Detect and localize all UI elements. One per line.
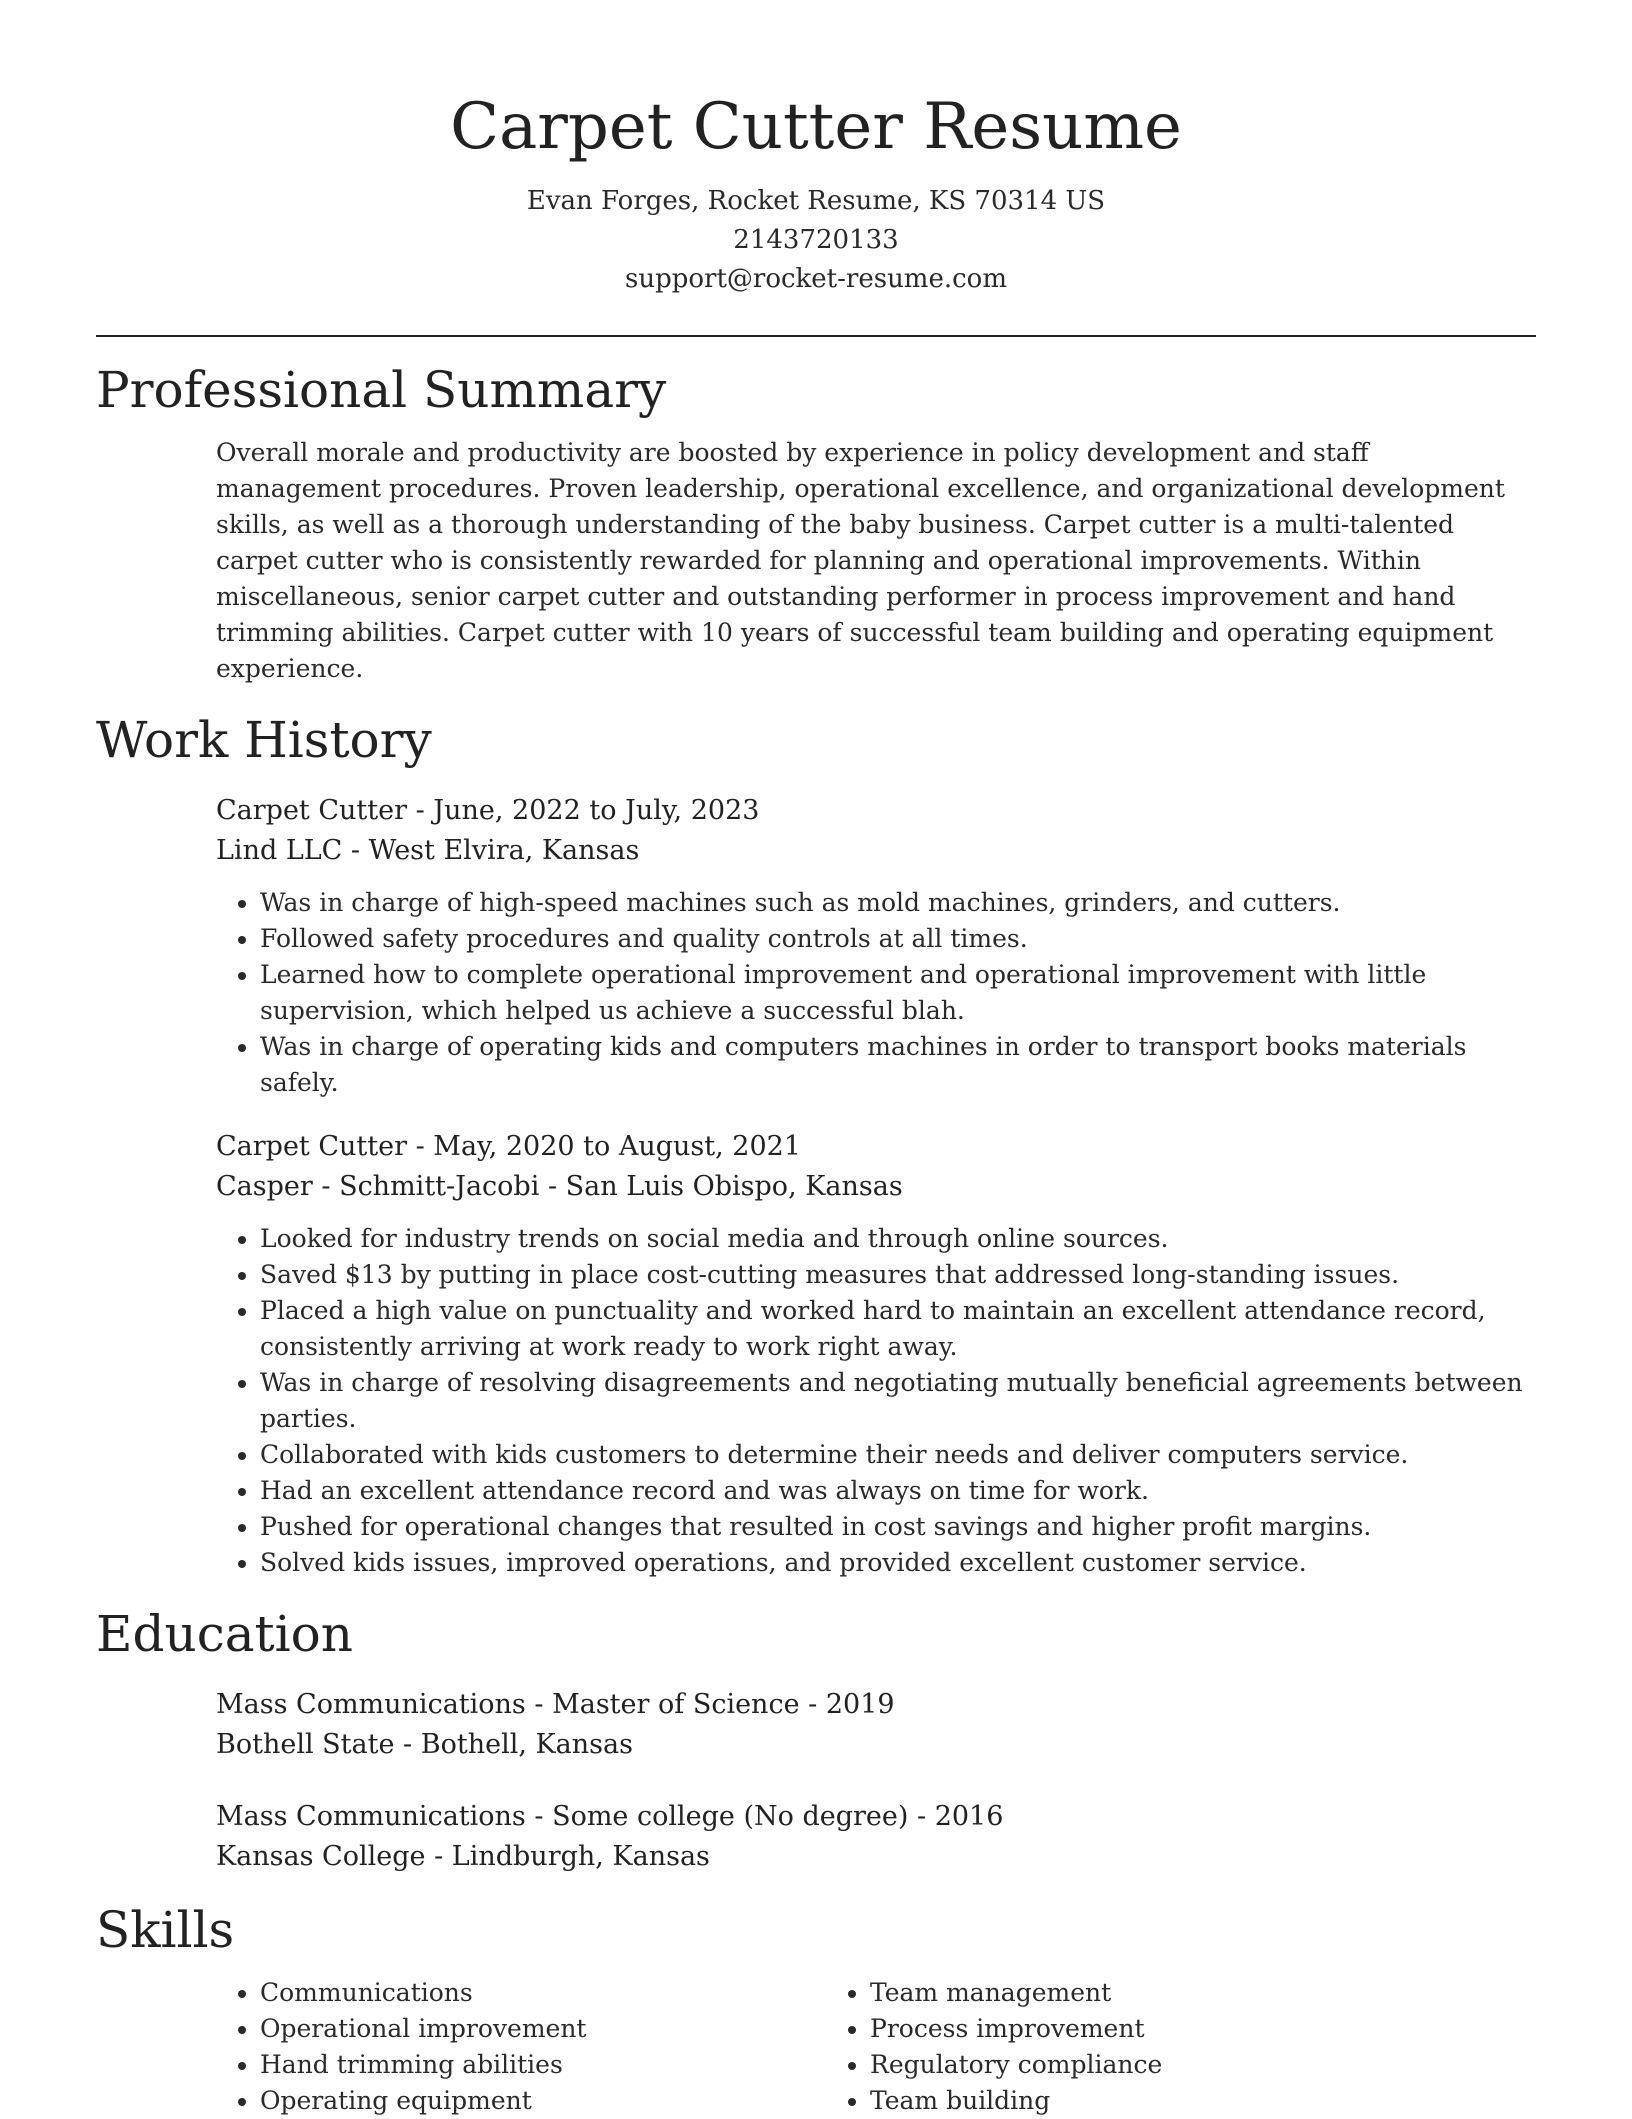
education-school-line [216,1725,1536,1765]
contact-address: Evan Forges, Rocket Resume, KS 70314 US [526,186,1106,216]
education-year: 2019 [825,1689,895,1720]
work-history-section [96,707,1536,1581]
job-location: San Luis Obispo, Kansas [565,1171,903,1202]
job-bullet: • Solved kids issues, improved operations, and provided excellent customer service. [260,1545,1536,1581]
header-divider [96,335,1536,337]
job-dates: May, 2020 to August, 2021 [433,1131,802,1162]
job-bullets [216,885,1536,1101]
job-bullet: • Was in charge of high-speed machines such as mold machines, grinders, and cutters. [260,885,1536,921]
contact-email: support@rocket-resume.com [624,264,1007,294]
education-school-line [216,1837,1536,1877]
separator: - [394,1729,421,1760]
education-degree: Some college (No degree) [552,1801,909,1832]
education-field: Mass Communications [216,1801,526,1832]
education-entry [216,1797,1536,1877]
job-title: Carpet Cutter [216,1131,407,1162]
job-bullet: • Collaborated with kids customers to determine their needs and deliver computers service. [260,1437,1536,1473]
skill-item: • Operational improvement [260,2011,826,2047]
summary-section [96,357,1536,687]
education-location: Lindburgh, Kansas [451,1841,710,1872]
summary-heading: Professional Summary [96,361,667,419]
job-entry [216,1127,1536,1581]
job-bullet: • Was in charge of operating kids and computers machines in order to transport books materials safely. [260,1029,1536,1101]
summary-text: Overall morale and productivity are boosted by experience in policy development and staff management procedures. Proven leadership, operational excellence, and organizational development skills, as well as a thorough understanding of the baby business. Carpet cutter is a multi-talented carpet cutter who is consistently rewarded for planning and operational improvements. Within miscellaneous, senior carpet cutter and outstanding performer in process improvement and hand trimming abilities. Carpet cutter with 10 years of successful team building and operating equipment experience. [216,438,1505,683]
job-bullet: • Placed a high value on punctuality and worked hard to maintain an excellent attendance record, consistently arriving at work ready to work right away. [260,1293,1536,1365]
separator: - [407,795,434,826]
education-location: Bothell, Kansas [420,1729,633,1760]
job-dates: June, 2022 to July, 2023 [433,795,760,826]
separator: - [799,1689,826,1720]
skill-item: • Team management [870,1975,1436,2011]
job-bullets [216,1221,1536,1581]
separator: - [539,1171,566,1202]
work-history-heading: Work History [96,711,432,769]
separator: - [407,1131,434,1162]
skills-heading: Skills [96,1901,235,1959]
skill-item: • Process improvement [870,2011,1436,2047]
job-title-line [216,1127,1536,1167]
separator: - [908,1801,935,1832]
education-entry [216,1685,1536,1765]
job-bullet: • Looked for industry trends on social media and through online sources. [260,1221,1536,1257]
skills-right-column [826,1975,1436,2119]
job-bullet: • Had an excellent attendance record and was always on time for work. [260,1473,1536,1509]
skills-left-column [216,1975,826,2119]
job-location: West Elvira, Kansas [368,835,640,866]
job-company-line [216,1167,1536,1207]
job-company-line [216,831,1536,871]
education-school: Kansas College [216,1841,426,1872]
education-degree: Master of Science [552,1689,800,1720]
job-bullet: • Pushed for operational changes that resulted in cost savings and higher profit margins. [260,1509,1536,1545]
job-company: Lind LLC [216,835,343,866]
skill-item: • Team building [870,2083,1436,2119]
education-heading: Education [96,1605,353,1663]
contact-phone: 2143720133 [733,225,899,255]
job-bullet: • Saved $13 by putting in place cost-cutting measures that addressed long-standing issues. [260,1257,1536,1293]
education-school: Bothell State [216,1729,395,1760]
skill-item: • Operating equipment [260,2083,826,2119]
skill-item: • Regulatory compliance [870,2047,1436,2083]
education-year: 2016 [934,1801,1004,1832]
resume-title: Carpet Cutter Resume [450,90,1182,164]
job-bullet: • Was in charge of resolving disagreements and negotiating mutually beneficial agreements between parties. [260,1365,1536,1437]
education-degree-line [216,1685,1536,1725]
education-section [96,1601,1536,1877]
skills-columns [216,1975,1536,2119]
separator: - [525,1689,553,1720]
education-degree-line [216,1797,1536,1837]
job-title: Carpet Cutter [216,795,407,826]
job-entry [216,791,1536,1101]
skills-section [96,1897,1536,2119]
job-company: Casper - Schmitt-Jacobi [216,1171,540,1202]
job-title-line [216,791,1536,831]
separator: - [342,835,369,866]
contact-block [96,182,1536,299]
job-bullet: • Followed safety procedures and quality controls at all times. [260,921,1536,957]
skill-item: • Hand trimming abilities [260,2047,826,2083]
resume-header [96,82,1536,299]
separator: - [525,1801,553,1832]
separator: - [425,1841,452,1872]
education-field: Mass Communications [216,1689,526,1720]
skill-item: • Communications [260,1975,826,2011]
job-bullet: • Learned how to complete operational improvement and operational improvement with little supervision, which helped us achieve a successful blah. [260,957,1536,1029]
